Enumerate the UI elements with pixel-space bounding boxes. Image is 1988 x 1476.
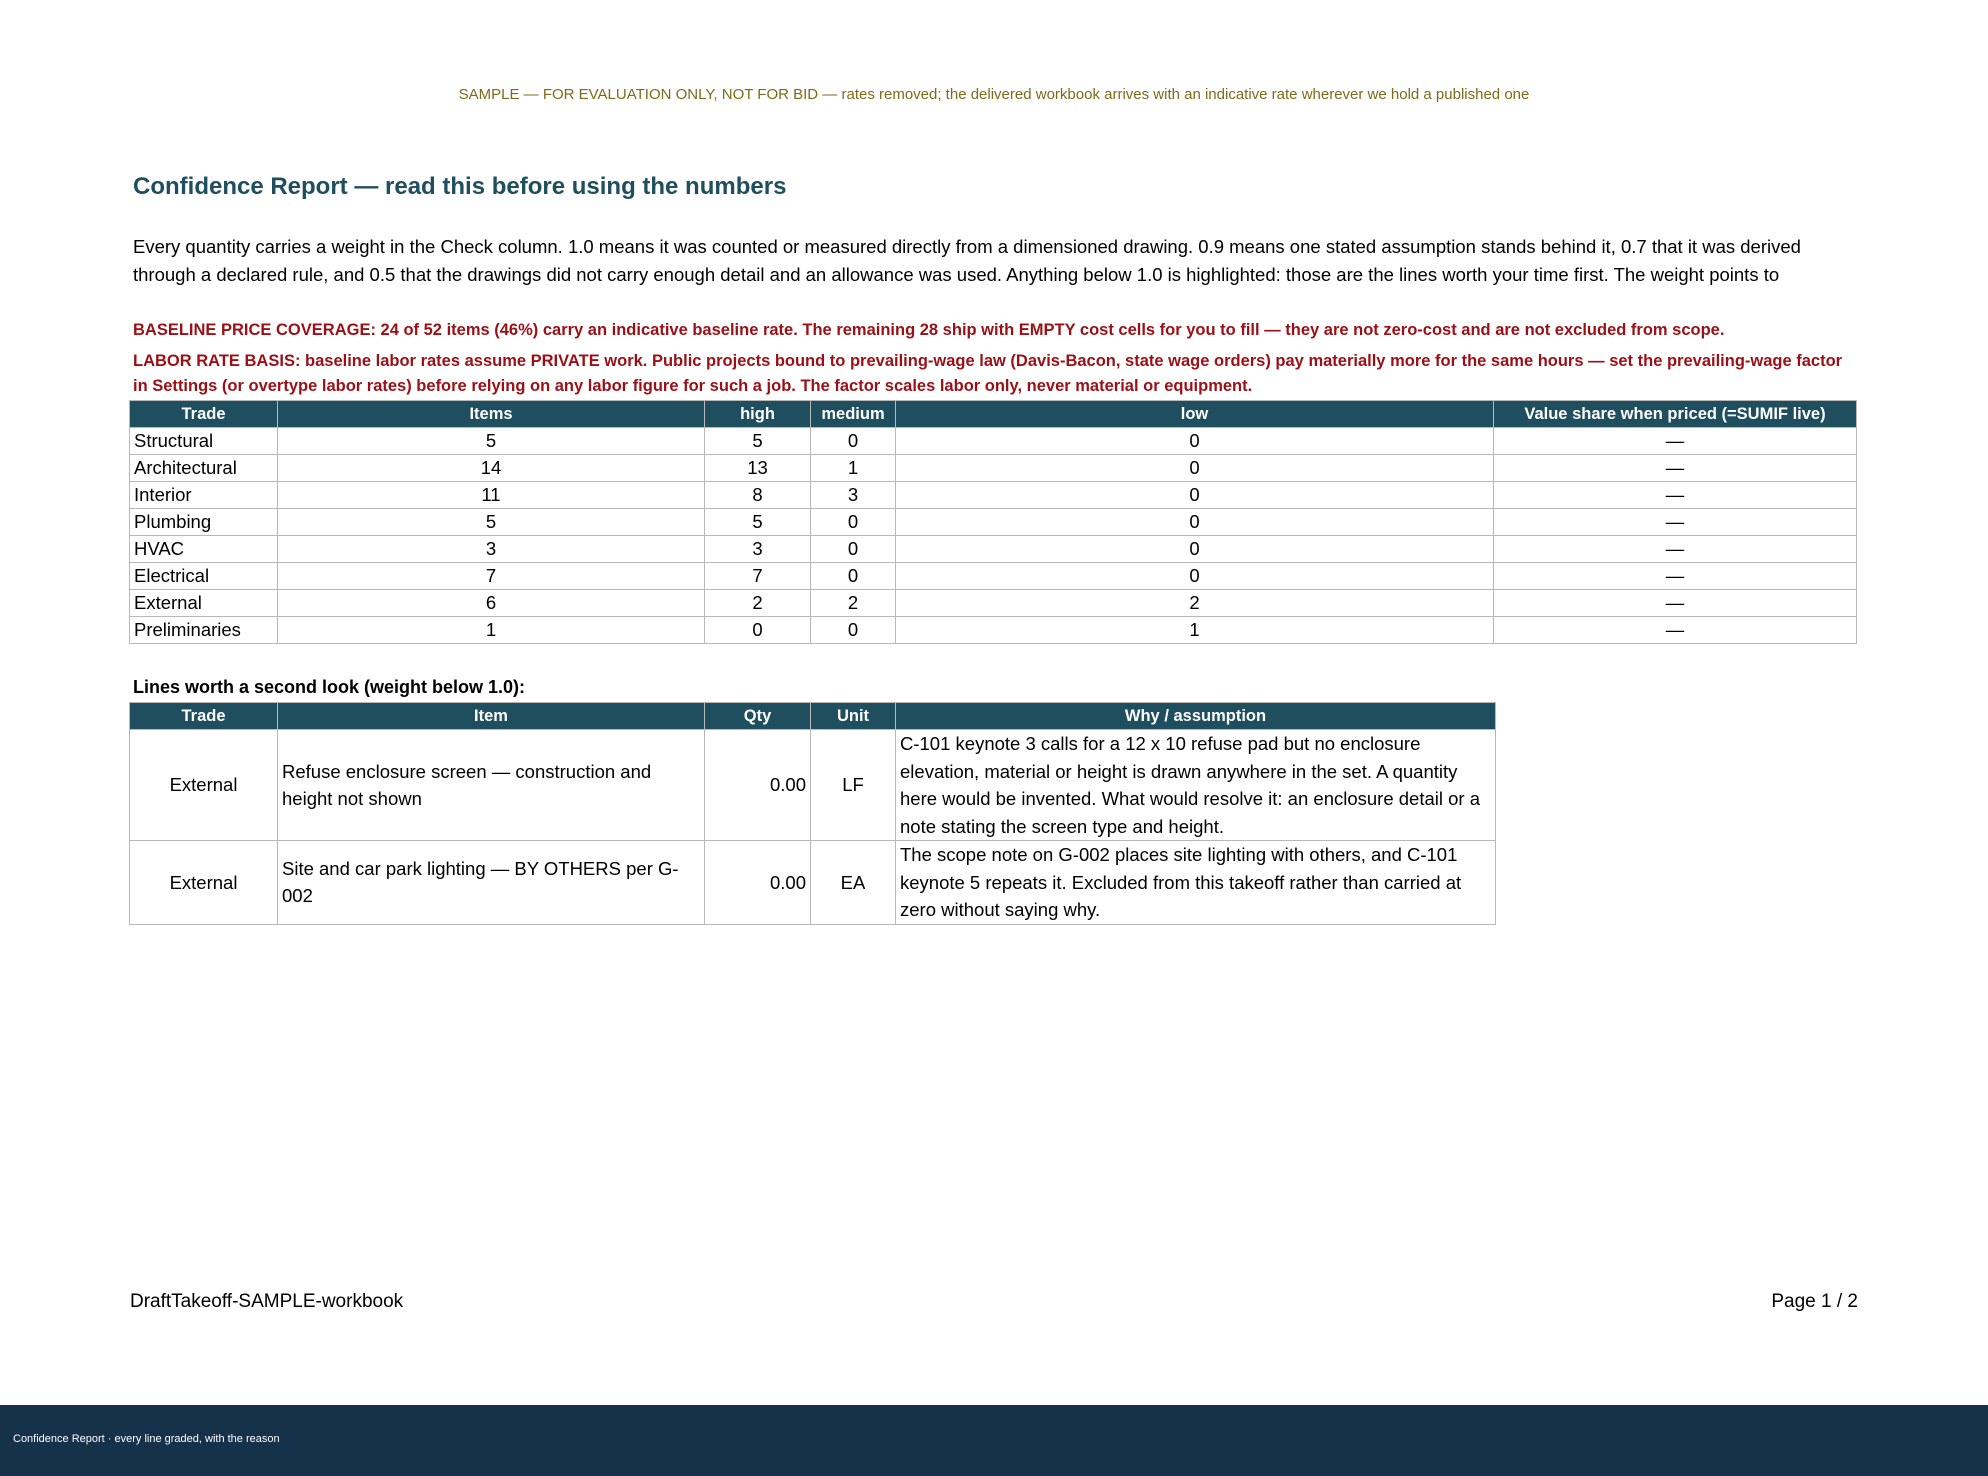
- table-row: [130, 482, 1857, 509]
- item-cell: Refuse enclosure screen — construction and height not shown: [278, 730, 705, 841]
- high-cell: 8: [705, 482, 811, 509]
- items-cell: 5: [278, 509, 705, 536]
- header-medium: medium: [811, 401, 896, 428]
- unit-cell: EA: [811, 841, 896, 925]
- trade-cell: HVAC: [130, 536, 278, 563]
- value-share-cell: —: [1494, 536, 1857, 563]
- why-cell: The scope note on G-002 places site lighting with others, and C-101 keynote 5 repeats it. Excluded from this takeoff rather than carried at zero without saying why.: [896, 841, 1496, 925]
- high-cell: 13: [705, 455, 811, 482]
- table-row: [130, 509, 1857, 536]
- review-section-heading: Lines worth a second look (weight below 1.0):: [133, 677, 526, 697]
- items-cell: 1: [278, 617, 705, 644]
- price-coverage-notice: BASELINE PRICE COVERAGE: 24 of 52 items (46%) carry an indicative baseline rate. The remaining 28 ship with EMPTY cost cells for you to fill — they are not zero-cost and are not excluded from scope.: [133, 321, 1725, 339]
- items-cell: 7: [278, 563, 705, 590]
- value-share-cell: —: [1494, 563, 1857, 590]
- header-trade: Trade: [130, 703, 278, 730]
- trade-cell: Architectural: [130, 455, 278, 482]
- table-row: [130, 841, 1496, 925]
- table-row: [130, 590, 1857, 617]
- table-row: [130, 536, 1857, 563]
- items-cell: 11: [278, 482, 705, 509]
- items-cell: 6: [278, 590, 705, 617]
- confidence-summary-table: [129, 400, 1857, 644]
- trade-cell: External: [130, 841, 278, 925]
- page-title: Confidence Report — read this before using the numbers: [133, 173, 787, 200]
- low-cell: 2: [896, 590, 1494, 617]
- high-cell: 5: [705, 509, 811, 536]
- trade-cell: Plumbing: [130, 509, 278, 536]
- intro-paragraph: Every quantity carries a weight in the Check column. 1.0 means it was counted or measured directly from a dimensioned drawing. 0.9 means one stated assumption stands behind it, 0.7 that it was derived through a declared rule, and 0.5 that the drawings did not carry enough detail and an allowance was used. Anything below 1.0 is highlighted: those are the lines worth your time first. The weight points to: [133, 236, 1801, 285]
- value-share-cell: —: [1494, 590, 1857, 617]
- why-cell: C-101 keynote 3 calls for a 12 x 10 refuse pad but no enclosure elevation, material or height is drawn anywhere in the set. A quantity here would be invented. What would resolve it: an enclosure detail or a note stating the screen type and height.: [896, 730, 1496, 841]
- items-cell: 14: [278, 455, 705, 482]
- header-unit: Unit: [811, 703, 896, 730]
- table-row: [130, 617, 1857, 644]
- footer-page-number: Page 1 / 2: [1771, 1291, 1858, 1312]
- medium-cell: 0: [811, 509, 896, 536]
- table-row: [130, 455, 1857, 482]
- header-why: Why / assumption: [896, 703, 1496, 730]
- header-items: Items: [278, 401, 705, 428]
- header-value-share: Value share when priced (=SUMIF live): [1494, 401, 1857, 428]
- low-cell: 0: [896, 428, 1494, 455]
- high-cell: 7: [705, 563, 811, 590]
- high-cell: 0: [705, 617, 811, 644]
- header-qty: Qty: [705, 703, 811, 730]
- qty-cell: 0.00: [705, 841, 811, 925]
- medium-cell: 1: [811, 455, 896, 482]
- medium-cell: 2: [811, 590, 896, 617]
- trade-cell: Interior: [130, 482, 278, 509]
- item-cell: Site and car park lighting — BY OTHERS per G-002: [278, 841, 705, 925]
- high-cell: 2: [705, 590, 811, 617]
- items-cell: 3: [278, 536, 705, 563]
- header-high: high: [705, 401, 811, 428]
- high-cell: 5: [705, 428, 811, 455]
- items-cell: 5: [278, 428, 705, 455]
- header-trade: Trade: [130, 401, 278, 428]
- value-share-cell: —: [1494, 482, 1857, 509]
- value-share-cell: —: [1494, 455, 1857, 482]
- bottom-bar-caption: Confidence Report · every line graded, with the reason: [13, 1433, 280, 1445]
- value-share-cell: —: [1494, 617, 1857, 644]
- medium-cell: 3: [811, 482, 896, 509]
- low-cell: 0: [896, 482, 1494, 509]
- table-row: [130, 428, 1857, 455]
- value-share-cell: —: [1494, 509, 1857, 536]
- low-cell: 0: [896, 509, 1494, 536]
- second-look-table: [129, 702, 1496, 925]
- qty-cell: 0.00: [705, 730, 811, 841]
- review-header-row: [130, 703, 1496, 730]
- trade-cell: External: [130, 590, 278, 617]
- bottom-bar: [0, 1405, 1988, 1476]
- labor-rate-notice: LABOR RATE BASIS: baseline labor rates assume PRIVATE work. Public projects bound to prevailing-wage law (Davis-Bacon, state wage orders) pay materially more for the same hours — set the prevailing-wage factor in Settings (or overtype labor rates) before relying on any labor figure for such a job. The factor scales labor only, never material or equipment.: [133, 352, 1843, 395]
- footer-filename: DraftTakeoff-SAMPLE-workbook: [130, 1291, 404, 1312]
- low-cell: 0: [896, 563, 1494, 590]
- header-item: Item: [278, 703, 705, 730]
- sample-watermark: SAMPLE — FOR EVALUATION ONLY, NOT FOR BID — rates removed; the delivered workbook arrives with an indicative rate wherever we hold a published one: [458, 86, 1530, 103]
- low-cell: 1: [896, 617, 1494, 644]
- high-cell: 3: [705, 536, 811, 563]
- value-share-cell: —: [1494, 428, 1857, 455]
- low-cell: 0: [896, 536, 1494, 563]
- table-row: [130, 563, 1857, 590]
- header-low: low: [896, 401, 1494, 428]
- medium-cell: 0: [811, 563, 896, 590]
- trade-cell: Electrical: [130, 563, 278, 590]
- unit-cell: LF: [811, 730, 896, 841]
- medium-cell: 0: [811, 617, 896, 644]
- trade-cell: Structural: [130, 428, 278, 455]
- low-cell: 0: [896, 455, 1494, 482]
- medium-cell: 0: [811, 428, 896, 455]
- medium-cell: 0: [811, 536, 896, 563]
- table-row: [130, 730, 1496, 841]
- trade-cell: Preliminaries: [130, 617, 278, 644]
- trade-cell: External: [130, 730, 278, 841]
- summary-header-row: [130, 401, 1857, 428]
